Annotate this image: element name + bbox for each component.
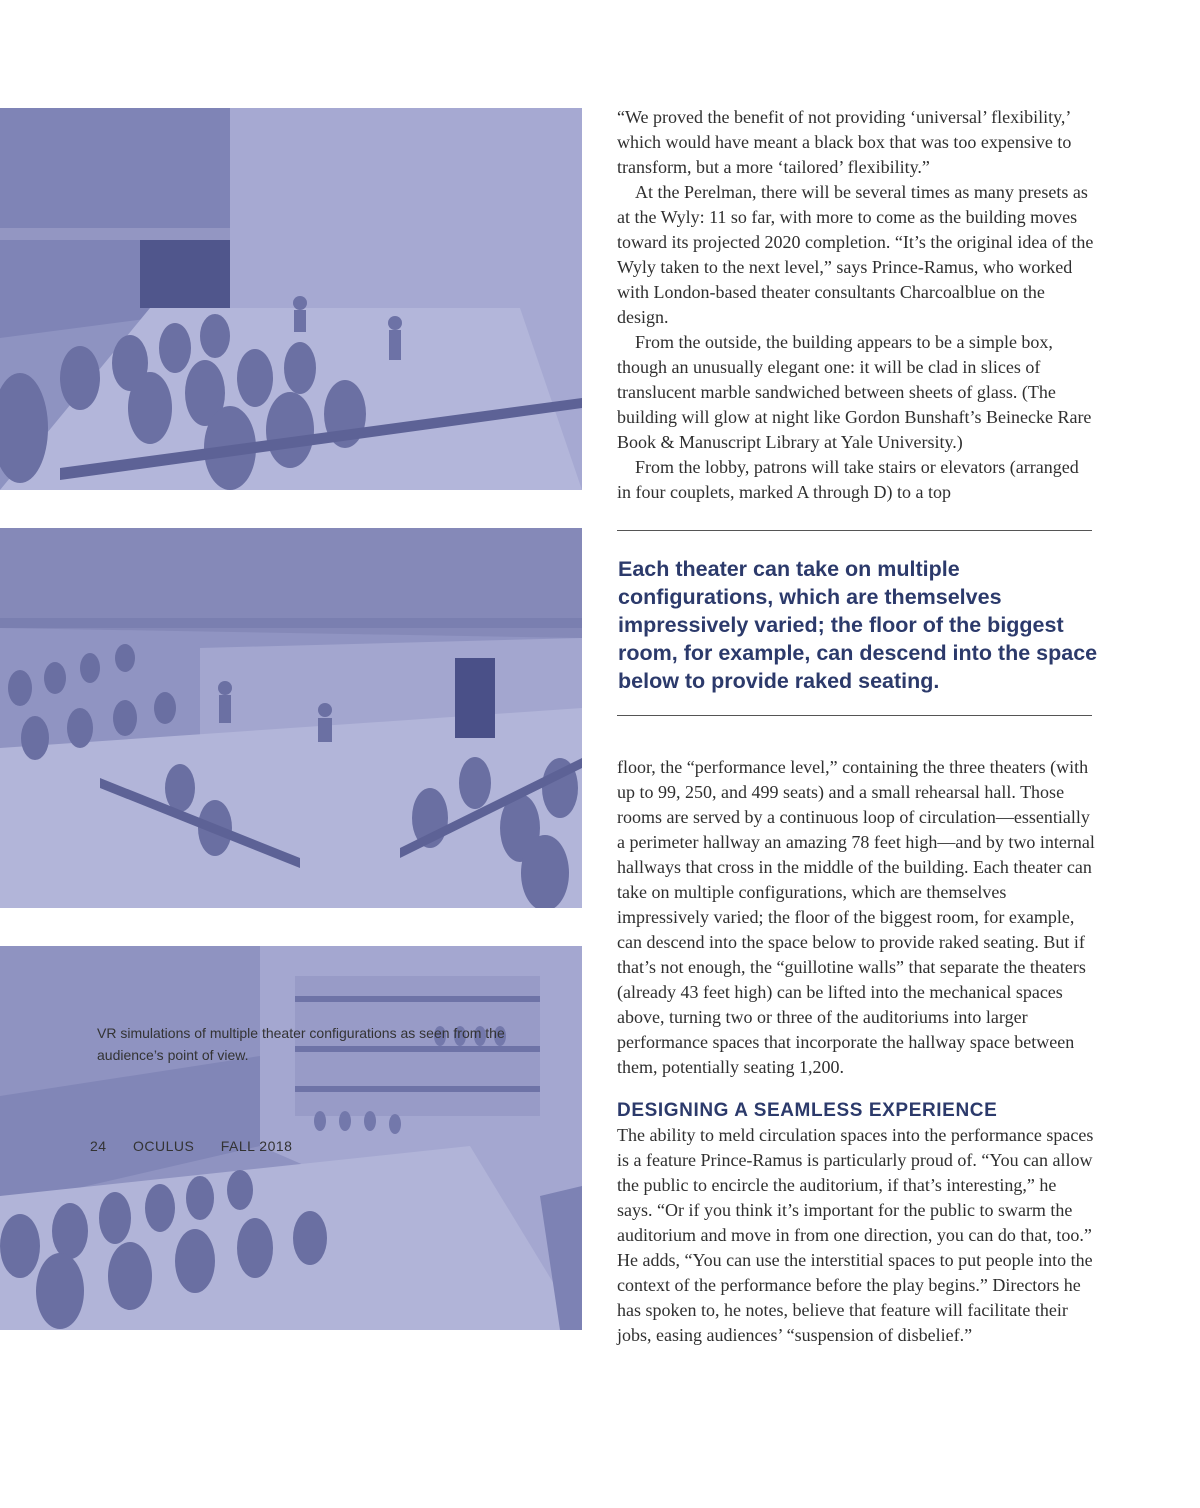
page-number: 24 xyxy=(90,1138,107,1154)
section-subhead: DESIGNING A SEAMLESS EXPERIENCE xyxy=(617,1100,998,1121)
page-folio xyxy=(90,1138,314,1154)
article-paragraph: From the lobby, patrons will take stairs or elevators (arranged in four couplets, marked A through D) to a top xyxy=(617,457,1079,502)
issue-date: FALL 2018 xyxy=(220,1138,293,1154)
article-column-bottom xyxy=(617,755,1095,1348)
article-paragraph: “We proved the benefit of not providing ‘universal’ flexibility,’ which would have meant a black box that was too expensive to transform, but a more ‘tailored’ flexibility.” xyxy=(617,107,1072,177)
theater-render-2-graphic xyxy=(0,528,582,908)
magazine-name: OCULUS xyxy=(132,1138,195,1154)
theater-render-1-graphic xyxy=(0,108,582,490)
pull-quote-top-rule xyxy=(617,530,1092,531)
pull-quote: Each theater can take on multiple configurations, which are themselves impressively varied; the floor of the biggest room, for example, can descend into the space below to provide raked seating. xyxy=(618,557,1098,693)
pull-quote-bottom-rule xyxy=(617,715,1092,716)
article-paragraph: The ability to meld circulation spaces into the performance spaces is a feature Prince-Ramus is particularly proud of. “You can allow the public to encircle the auditorium, if that’s interesting,” he says. “Or if you think it’s important for the public to swarm the auditorium and move in from one direction, you can do that, too.” He adds, “You can use the interstitial spaces to put people into the context of the performance before the play begins.” Directors he has spoken to, he notes, believe that feature will facilitate their jobs, easing audiences’ “suspension of disbelief.” xyxy=(617,1125,1094,1345)
article-paragraph: From the outside, the building appears to be a simple box, though an unusually elegant one: it will be clad in slices of translucent marble sandwiched between sheets of glass. (The building will glow at night like Gordon Bunshaft’s Beinecke Rare Book & Manuscript Library at Yale University.) xyxy=(617,332,1092,452)
article-paragraph: floor, the “performance level,” containing the three theaters (with up to 99, 250, and 499 seats) and a small rehearsal hall. Those rooms are served by a continuous loop of circulation—essentially a perimeter hallway an amazing 78 feet high—and by two internal hallways that cross in the middle of the building. Each theater can take on multiple configurations, which are themselves impressively varied; the floor of the biggest room, for example, can descend into the space below to provide raked seating. But if that’s not enough, the “guillotine walls” that separate the theaters (already 43 feet high) can be lifted into the mechanical spaces above, turning two or three of the auditoriums into larger performance spaces that incorporate the hallway space between them, potentially seating 1,200. xyxy=(617,757,1095,1077)
photo-caption: VR simulations of multiple theater configurations as seen from the audience’s point of view. xyxy=(97,1025,505,1063)
theater-render-photo-1 xyxy=(0,108,582,490)
article-paragraph: At the Perelman, there will be several times as many presets as at the Wyly: 11 so far, with more to come as the building moves toward its projected 2020 completion. “It’s the original idea of the Wyly taken to the next level,” says Prince-Ramus, who worked with London-based theater consultants Charcoalblue on the design. xyxy=(617,182,1094,327)
theater-render-photo-2 xyxy=(0,528,582,908)
article-column-top xyxy=(617,105,1095,505)
